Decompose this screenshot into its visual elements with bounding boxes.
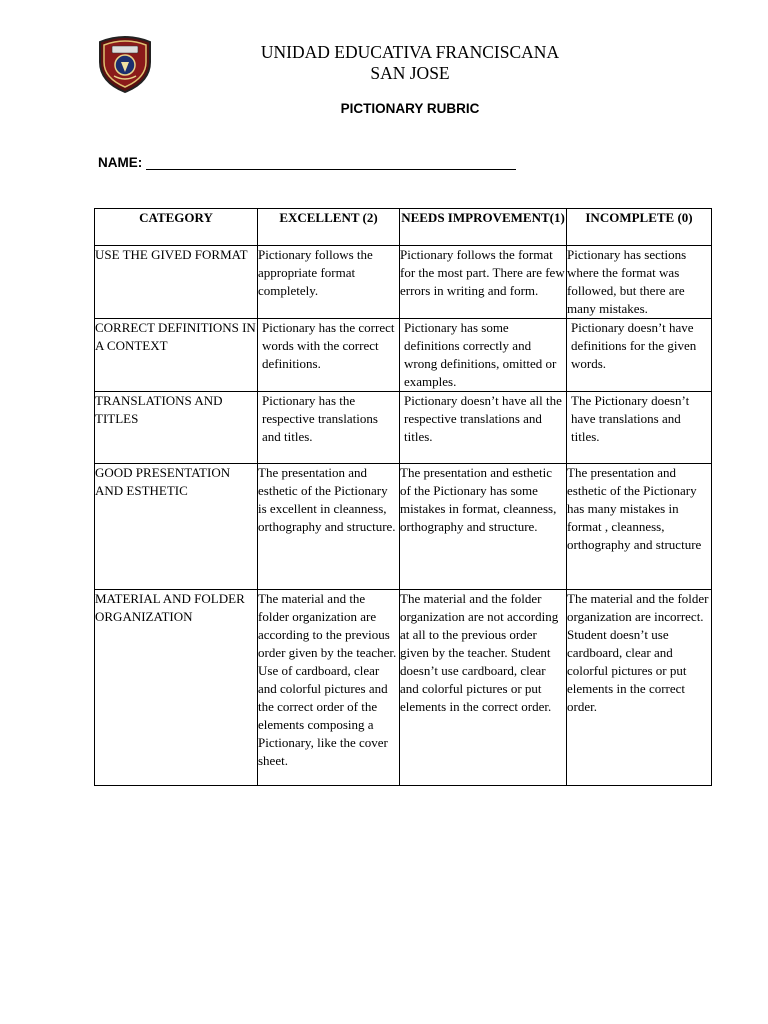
- name-label: NAME:: [98, 155, 143, 170]
- rubric-table: [94, 208, 712, 786]
- category-cell: TRANSLATIONS AND TITLES: [95, 392, 258, 464]
- name-blank-line: [146, 154, 516, 170]
- category-cell: GOOD PRESENTATION AND ESTHETIC: [95, 464, 258, 590]
- incomplete-cell: The Pictionary doesn’t have translations and titles.: [567, 392, 712, 464]
- table-row: [95, 246, 712, 319]
- incomplete-cell: The material and the folder organization are incorrect. Student doesn’t use cardboard, clear and colorful pictures or put elements in the correct order.: [567, 590, 712, 786]
- excellent-cell: The presentation and esthetic of the Pictionary is excellent in cleanness, orthography and structure.: [258, 464, 400, 590]
- name-field: [98, 154, 516, 170]
- incomplete-cell: Pictionary has sections where the format was followed, but there are many mistakes.: [567, 246, 712, 319]
- category-cell: CORRECT DEFINITIONS IN A CONTEXT: [95, 319, 258, 392]
- school-name: [0, 42, 768, 84]
- incomplete-cell: Pictionary doesn’t have definitions for the given words.: [567, 319, 712, 392]
- table-row: [95, 464, 712, 590]
- excellent-cell: The material and the folder organization are according to the previous order given by the teacher. Use of cardboard, clear and colorful pictures and the correct order of the elements composing a Pictionary, like the cover sheet.: [258, 590, 400, 786]
- school-name-line2: SAN JOSE: [370, 63, 450, 83]
- rubric-header-row: [95, 209, 712, 246]
- column-header-category: CATEGORY: [95, 209, 258, 246]
- table-row: [95, 319, 712, 392]
- needs-improvement-cell: The material and the folder organization are not according at all to the previous order given by the teacher. Student doesn’t use cardboard, clear and colorful pictures or put elements in the correct order.: [400, 590, 567, 786]
- needs-improvement-cell: Pictionary follows the format for the most part. There are few errors in writing and form.: [400, 246, 567, 319]
- column-header-incomplete: INCOMPLETE (0): [567, 209, 712, 246]
- category-cell: USE THE GIVED FORMAT: [95, 246, 258, 319]
- column-header-needs-improvement: NEEDS IMPROVEMENT(1): [400, 209, 567, 246]
- table-row: [95, 392, 712, 464]
- needs-improvement-cell: The presentation and esthetic of the Pictionary has some mistakes in format, cleanness, orthography and structure.: [400, 464, 567, 590]
- needs-improvement-cell: Pictionary doesn’t have all the respective translations and titles.: [400, 392, 567, 464]
- table-row: [95, 590, 712, 786]
- document-title: PICTIONARY RUBRIC: [340, 101, 480, 116]
- category-cell: MATERIAL AND FOLDER ORGANIZATION: [95, 590, 258, 786]
- needs-improvement-cell: Pictionary has some definitions correctly and wrong definitions, omitted or examples.: [400, 319, 567, 392]
- excellent-cell: Pictionary has the respective translations and titles.: [258, 392, 400, 464]
- excellent-cell: Pictionary has the correct words with the correct definitions.: [258, 319, 400, 392]
- column-header-excellent: EXCELLENT (2): [258, 209, 400, 246]
- incomplete-cell: The presentation and esthetic of the Pictionary has many mistakes in format , cleanness, orthography and structure: [567, 464, 712, 590]
- school-name-line1: UNIDAD EDUCATIVA FRANCISCANA: [260, 42, 560, 62]
- excellent-cell: Pictionary follows the appropriate format completely.: [258, 246, 400, 319]
